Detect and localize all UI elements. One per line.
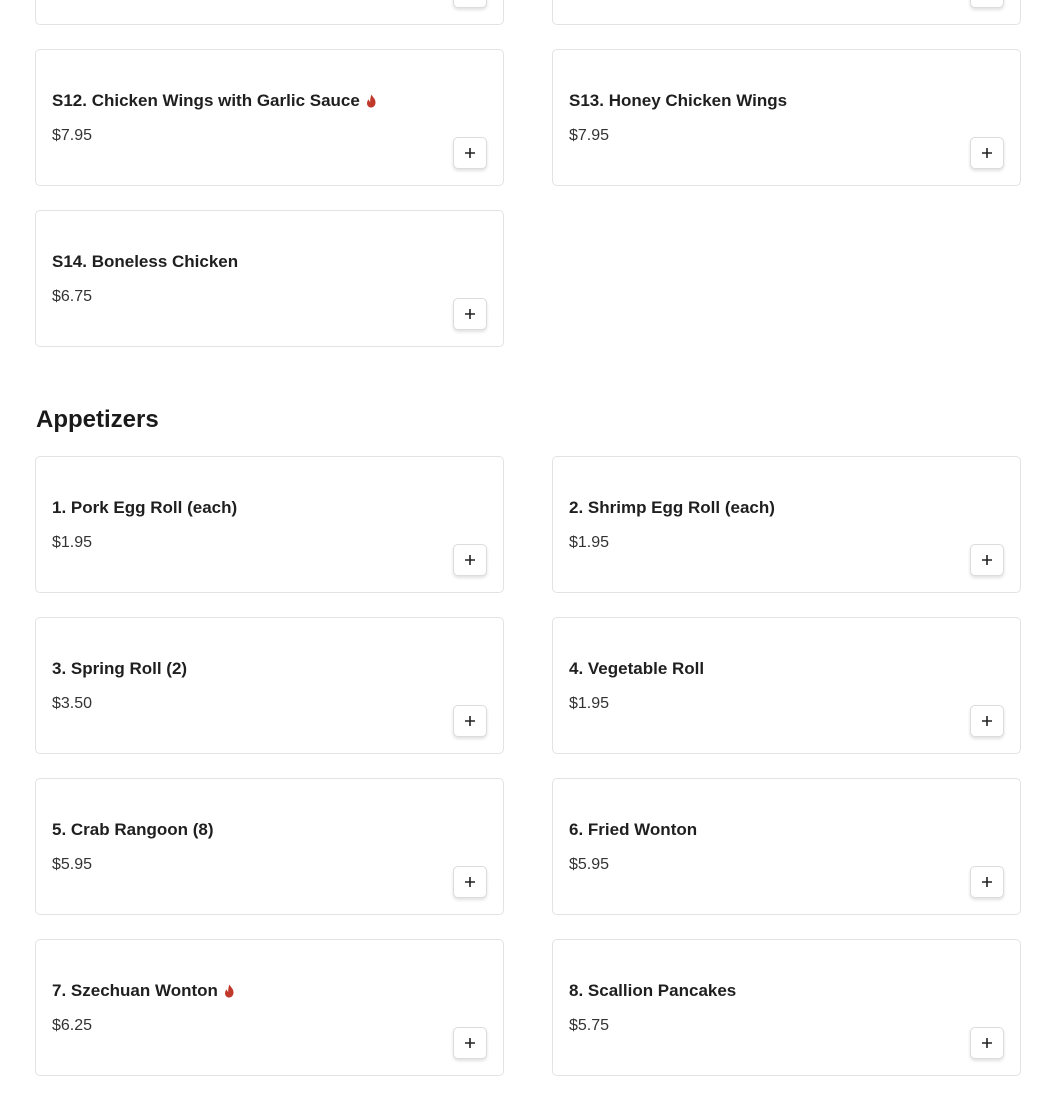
item-name: S13. Honey Chicken Wings	[569, 91, 788, 110]
add-item-button[interactable]	[453, 866, 487, 898]
item-price: $6.75	[52, 288, 93, 305]
item-price: $1.95	[52, 534, 93, 551]
item-name: 3. Spring Roll (2)	[52, 659, 188, 678]
plus-icon	[464, 308, 476, 320]
section-title-appetizers: Appetizers	[36, 406, 159, 433]
menu-item-card[interactable]	[552, 778, 1021, 915]
item-name: 4. Vegetable Roll	[569, 659, 705, 678]
plus-icon	[464, 1037, 476, 1049]
plus-icon	[981, 1037, 993, 1049]
item-name: S12. Chicken Wings with Garlic Sauce	[52, 91, 360, 110]
menu-item-card[interactable]	[35, 939, 504, 1076]
flame-icon	[365, 94, 378, 108]
menu-item-card[interactable]	[35, 456, 504, 593]
item-name: 2. Shrimp Egg Roll (each)	[569, 498, 775, 517]
add-item-button[interactable]	[453, 137, 487, 169]
item-name: 8. Scallion Pancakes	[569, 981, 737, 1000]
item-price: $5.95	[52, 856, 93, 873]
menu-item-card[interactable]	[552, 456, 1021, 593]
add-item-button[interactable]	[970, 0, 1004, 8]
item-name: 1. Pork Egg Roll (each)	[52, 498, 238, 517]
menu-item-card[interactable]	[35, 49, 504, 186]
add-item-button[interactable]	[453, 0, 487, 8]
plus-icon	[464, 554, 476, 566]
item-price: $5.95	[569, 856, 610, 873]
plus-icon	[981, 715, 993, 727]
menu-item-card[interactable]	[35, 210, 504, 347]
menu-item-card[interactable]	[35, 0, 504, 25]
item-price: $3.50	[52, 695, 93, 712]
plus-icon	[981, 554, 993, 566]
add-item-button[interactable]	[970, 1027, 1004, 1059]
item-price: $5.75	[569, 1017, 610, 1034]
menu-item-card[interactable]	[552, 939, 1021, 1076]
add-item-button[interactable]	[453, 1027, 487, 1059]
item-name: S14. Boneless Chicken	[52, 252, 239, 271]
item-price: $1.95	[569, 534, 610, 551]
item-price: $6.25	[52, 1017, 93, 1034]
plus-icon	[464, 715, 476, 727]
add-item-button[interactable]	[970, 705, 1004, 737]
add-item-button[interactable]	[970, 544, 1004, 576]
add-item-button[interactable]	[453, 544, 487, 576]
item-price: $1.95	[569, 695, 610, 712]
add-item-button[interactable]	[970, 137, 1004, 169]
item-name: 6. Fried Wonton	[569, 820, 698, 839]
menu-item-card[interactable]	[35, 617, 504, 754]
flame-icon	[223, 984, 236, 998]
plus-icon	[981, 147, 993, 159]
item-name: 5. Crab Rangoon (8)	[52, 820, 214, 839]
plus-icon	[464, 147, 476, 159]
add-item-button[interactable]	[970, 866, 1004, 898]
menu-item-card[interactable]	[35, 778, 504, 915]
plus-icon	[981, 876, 993, 888]
item-price: $7.95	[52, 127, 93, 144]
menu-item-card[interactable]	[552, 0, 1021, 25]
menu-item-card[interactable]	[552, 49, 1021, 186]
add-item-button[interactable]	[453, 298, 487, 330]
plus-icon	[464, 876, 476, 888]
item-name: 7. Szechuan Wonton	[52, 981, 218, 1000]
item-price: $7.95	[569, 127, 610, 144]
add-item-button[interactable]	[453, 705, 487, 737]
menu-item-card[interactable]	[552, 617, 1021, 754]
